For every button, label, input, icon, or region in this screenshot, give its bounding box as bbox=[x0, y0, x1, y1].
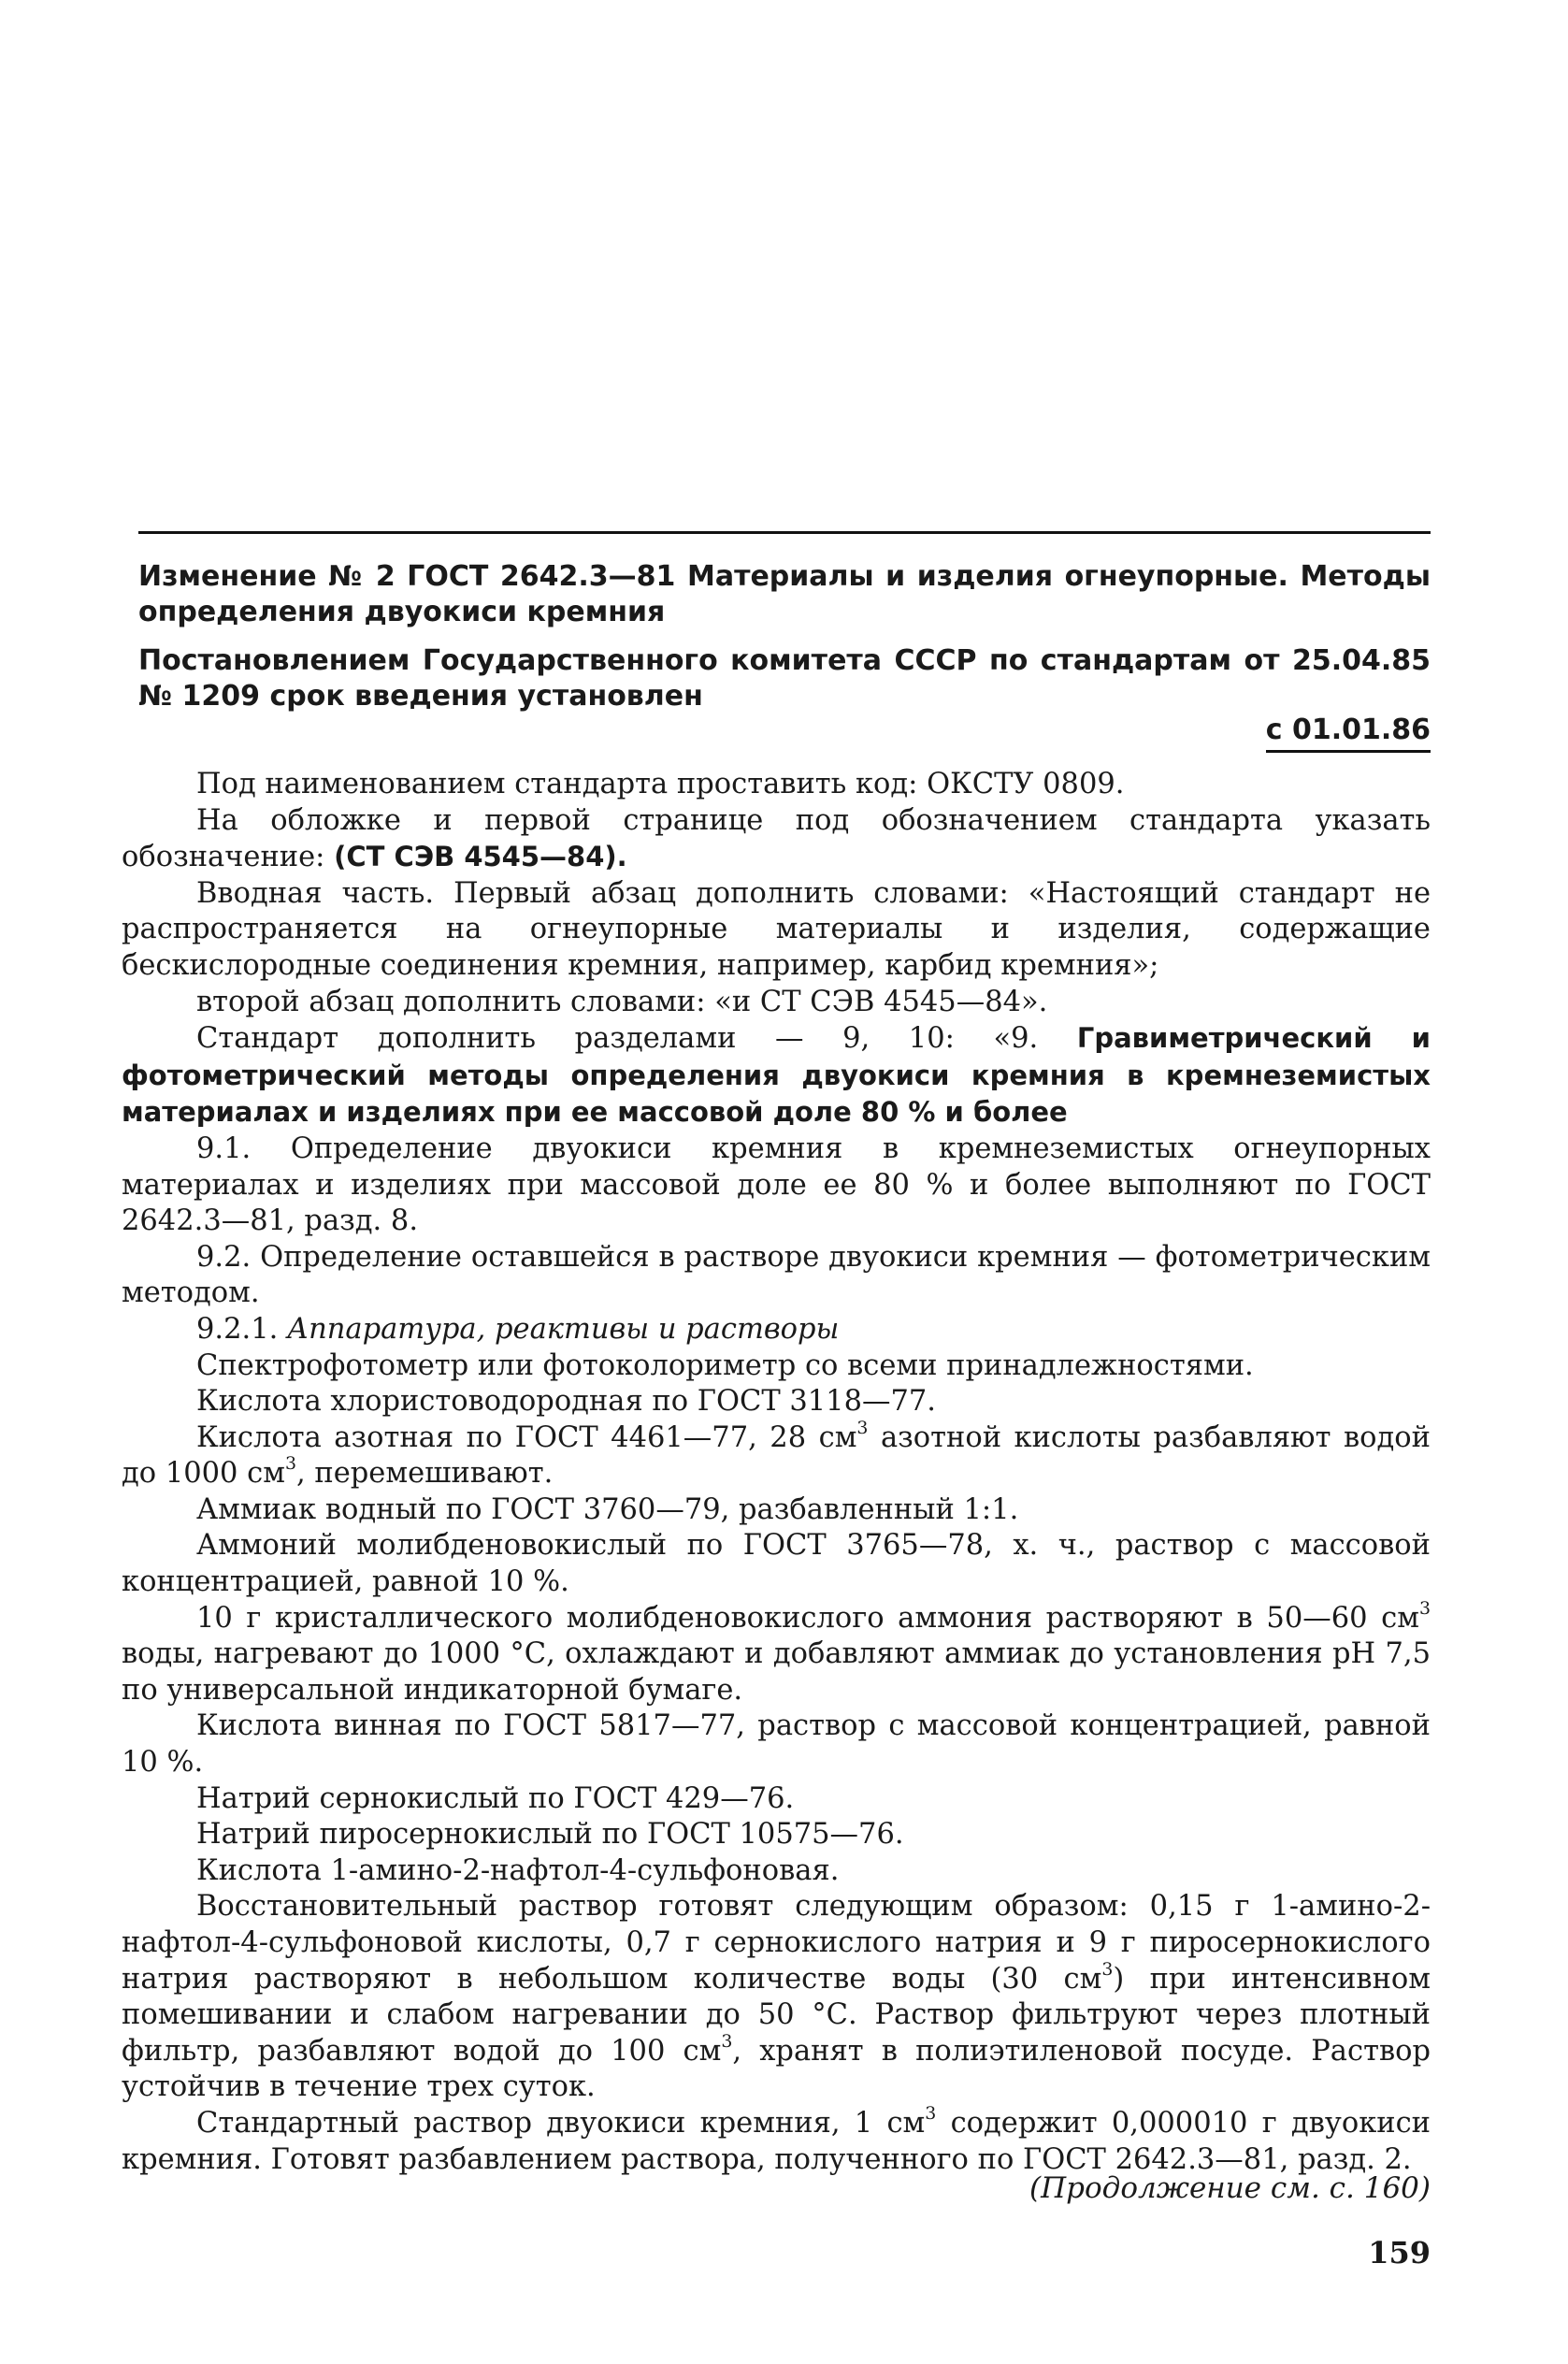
subsection-heading: 9.2.1. Аппаратура, реактивы и растворы bbox=[196, 1312, 840, 1346]
paragraph: Стандарт дополнить разделами — 9, 10: «9. Гравиметрический и фотометрический методы определения двуокиси кремния в кремнеземистых материалах и изделиях при ее массовой доле 80 % и более bbox=[122, 1022, 1431, 1129]
paragraph: Вводная часть. Первый абзац дополнить словами: «Настоящий стандарт не распространяется на огнеупорные материалы и изделия, содержащие бескислородные соединения кремния, например, карбид кремния»; bbox=[122, 876, 1431, 982]
paragraph: Кислота азотная по ГОСТ 4461—77, 28 $см^3$ азотной кислоты разбавляют водой до 1000 $см^3$, перемешивают. bbox=[122, 1417, 1431, 1491]
top-rule bbox=[138, 531, 1431, 534]
paragraph: Под наименованием стандарта проставить код: ОКСТУ 0809. bbox=[196, 768, 1125, 800]
paragraph: Кислота хлористоводородная по ГОСТ 3118—77. bbox=[196, 1385, 936, 1419]
paragraph: Аммиак водный по ГОСТ 3760—79, разбавленный 1:1. bbox=[196, 1492, 1019, 1526]
paragraph: Аммоний молибденовокислый по ГОСТ 3765—78, х. ч., раствор с массовой концентрацией, равной 10 %. bbox=[122, 1529, 1431, 1599]
paragraph: Спектрофотометр или фотоколориметр со всеми принадлежностями. bbox=[196, 1348, 1254, 1382]
paragraph: На обложке и первой странице под обозначением стандарта указать обозначение: (СТ СЭВ 4545—84). bbox=[122, 803, 1431, 874]
paragraph: второй абзац дополнить словами: «и СТ СЭВ 4545—84». bbox=[196, 985, 1048, 1018]
decree-text: Постановлением Государственного комитета СССР по стандартам от 25.04.85 № 1209 срок введения установлен bbox=[138, 644, 1431, 713]
paragraph: 9.1. Определение двуокиси кремния в кремнеземистых огнеупорных материалах и изделиях при массовой доле ее 80 % и более выполняют по ГОСТ 2642.3—81, разд. 8. bbox=[122, 1132, 1431, 1238]
page-number: 159 bbox=[1368, 2235, 1431, 2270]
amendment-title: Изменение № 2 ГОСТ 2642.3—81 Материалы и изделия огнеупорные. Методы определения двуокиси кремния bbox=[138, 560, 1431, 628]
paragraph: Стандартный раствор двуокиси кремния, 1 $см^3$ содержит 0,000010 г двуокиси кремния. Готовят разбавлением раствора, полученного по ГОСТ 2642.3—81, разд. 2. bbox=[122, 2102, 1431, 2176]
effective-date: с 01.01.86 bbox=[1266, 713, 1431, 753]
document-body bbox=[122, 767, 1431, 2178]
paragraph: Натрий пиросернокислый по ГОСТ 10575—76. bbox=[196, 1818, 904, 1852]
paragraph: 10 г кристаллического молибденовокислого аммония растворяют в 50—60 $см^3$ воды, нагревают до 1000 °С, охлаждают и добавляют аммиак до установления рН 7,5 по универсальной индикаторной бумаге. bbox=[122, 1597, 1431, 1707]
paragraph: Восстановительный раствор готовят следующим образом: 0,15 г 1-амино-2-нафтол-4-сульфоновой кислоты, 0,7 г сернокислого натрия и 9 г пиросернокислого натрия растворяют в небольшом количестве воды (30 $см^3$) при интенсивном помешивании и слабом нагревании до 50 °С. Раствор фильтруют через плотный фильтр, разбавляют водой до 100 $см^3$, хранят в полиэтиленовой посуде. Раствор устойчив в течение трех суток. bbox=[122, 1890, 1431, 2104]
continuation-note: (Продолжение см. с. 160) bbox=[1029, 2171, 1431, 2205]
paragraph: 9.2. Определение оставшейся в растворе двуокиси кремния — фотометрическим методом. bbox=[122, 1240, 1431, 1310]
paragraph: Кислота винная по ГОСТ 5817—77, раствор с массовой концентрацией, равной 10 %. bbox=[122, 1709, 1431, 1780]
paragraph: Натрий сернокислый по ГОСТ 429—76. bbox=[196, 1781, 795, 1815]
paragraph: Кислота 1-амино-2-нафтол-4-сульфоновая. bbox=[196, 1853, 840, 1887]
